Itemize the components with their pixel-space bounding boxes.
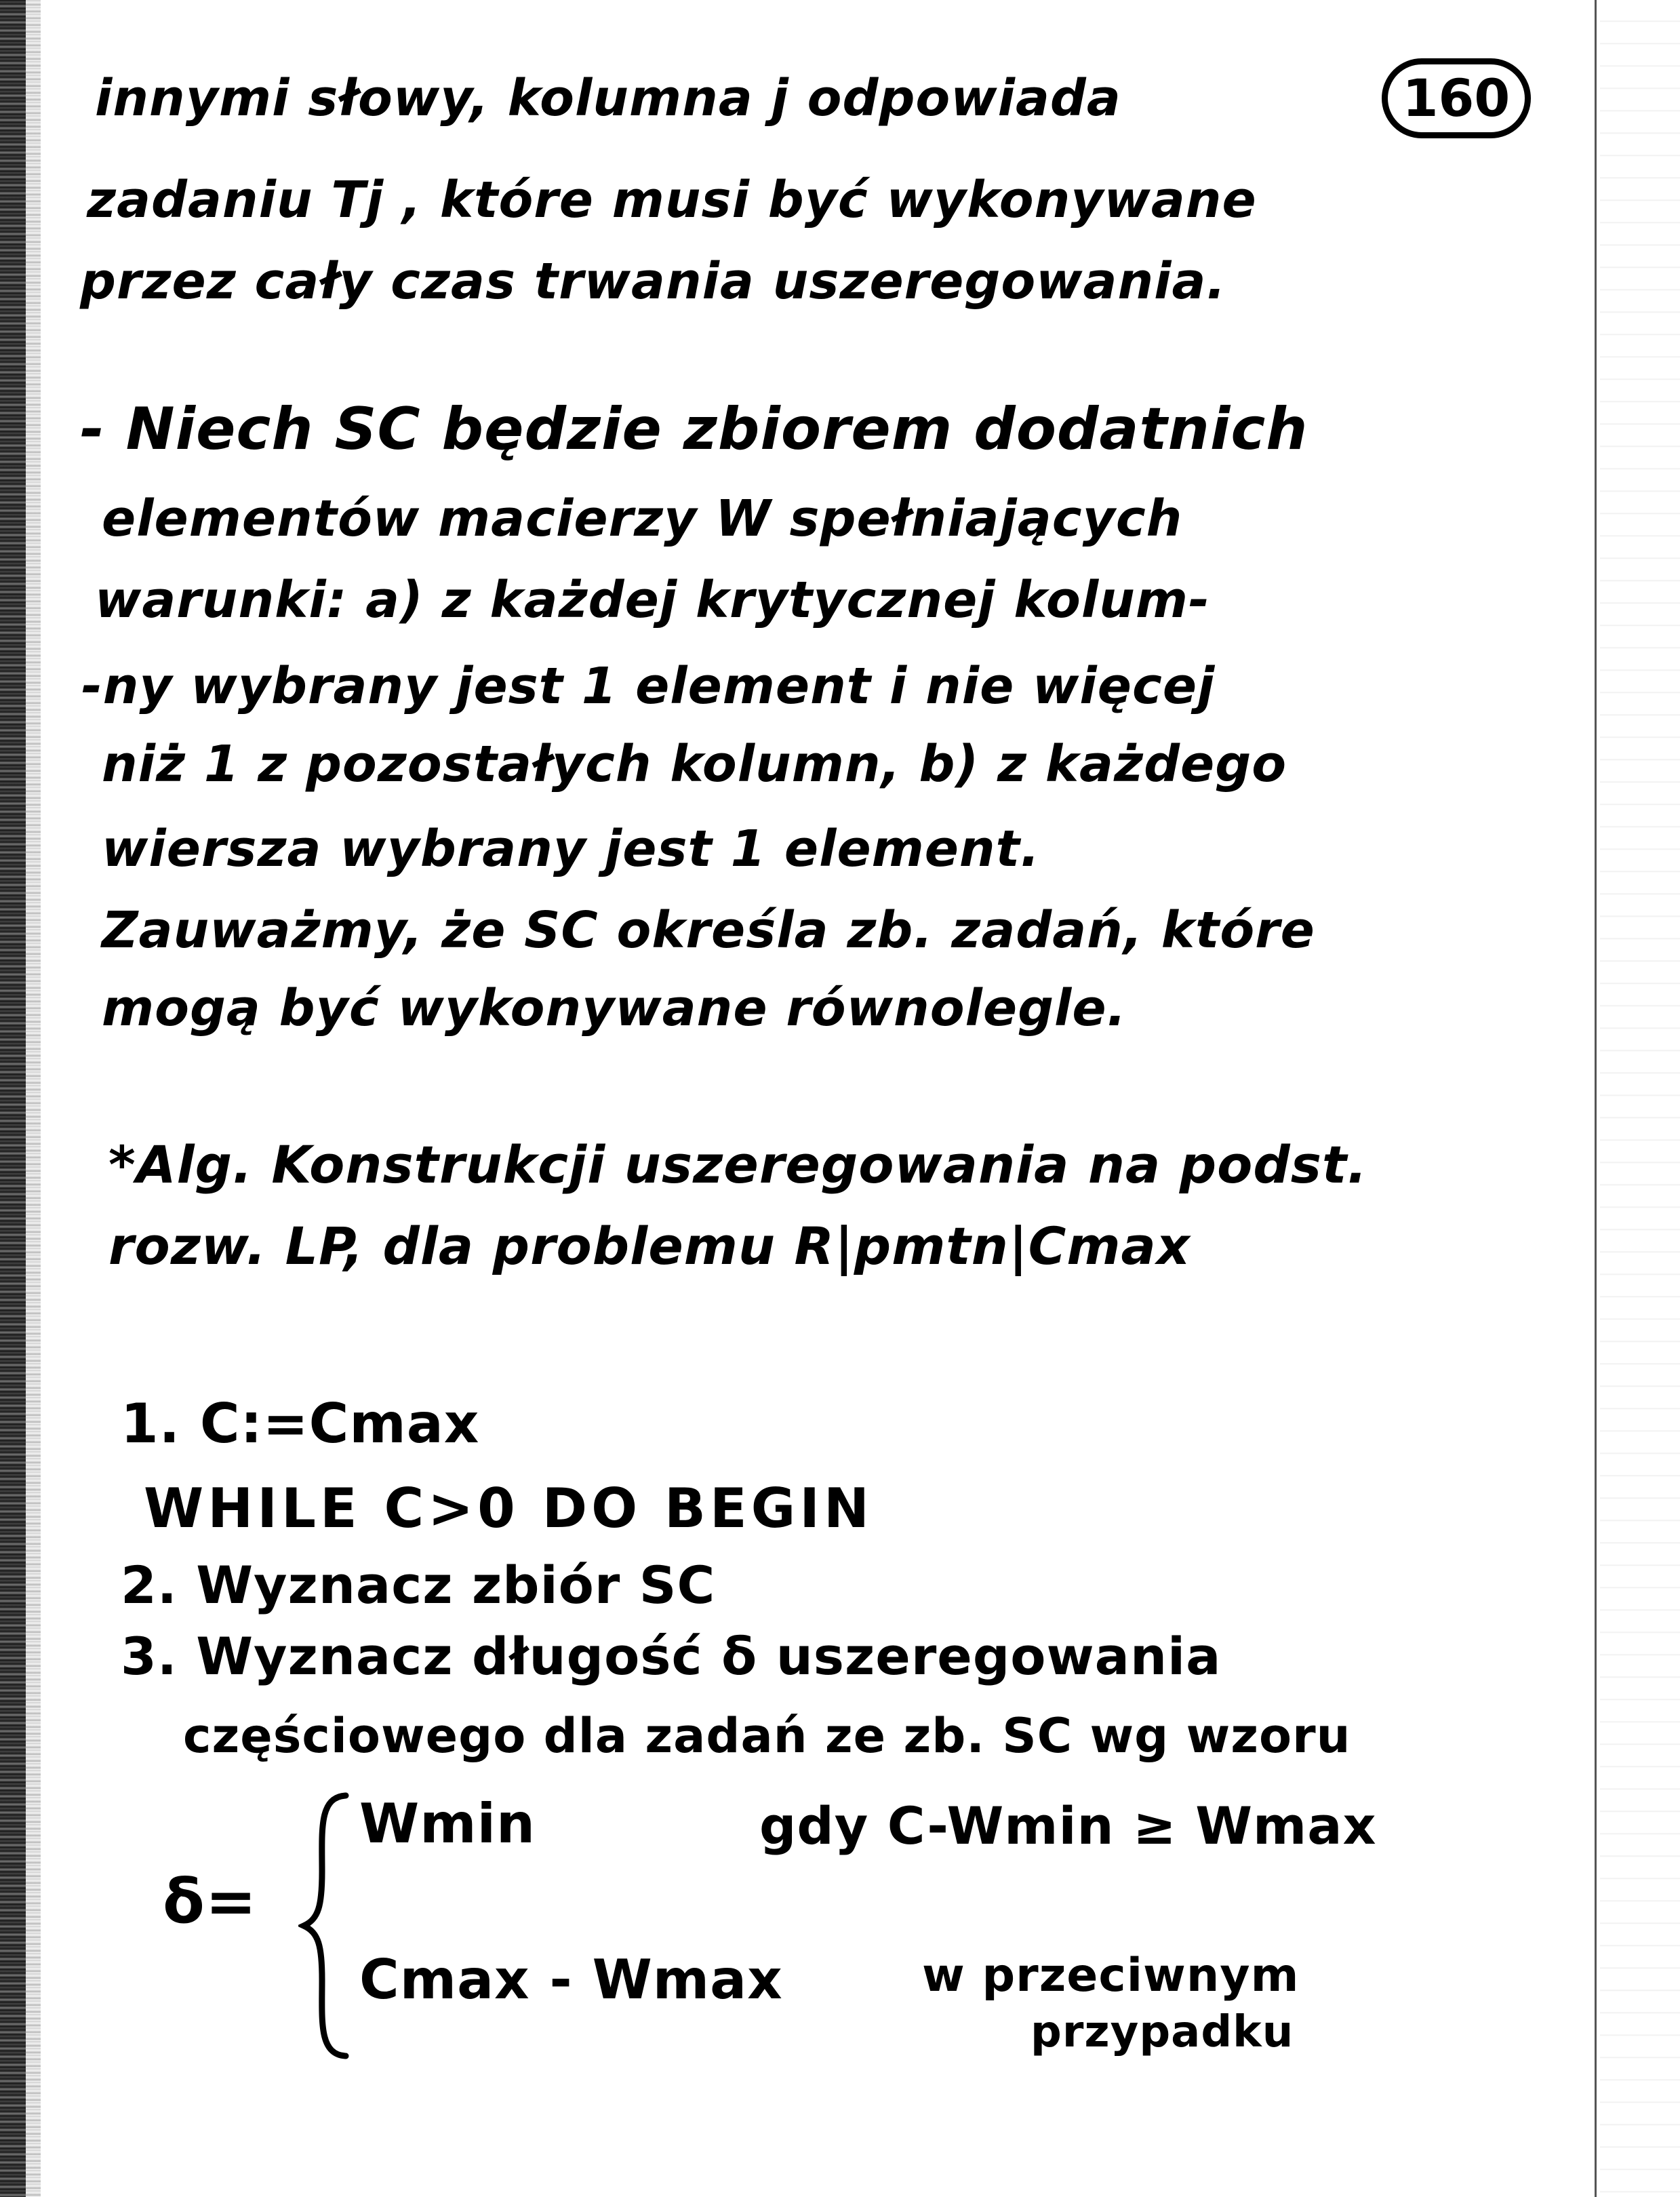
paragraph2-line-6: wiersza wybrany jest 1 element.: [102, 820, 1041, 878]
paragraph2-line-7: Zauważmy, że SC określa zb. zadań, które: [102, 901, 1315, 959]
paragraph2-line-4: -ny wybrany jest 1 element i nie więcej: [81, 657, 1216, 715]
formula-case2-condition-2: przypadku: [1031, 2007, 1294, 2057]
margin-line: [1595, 0, 1597, 2197]
paragraph2-line-3: warunki: a) z każdej krytycznej kolum-: [95, 571, 1210, 629]
scan-right-margin: [1600, 0, 1680, 2197]
algorithm-step-1: 1. C:=Cmax: [121, 1392, 480, 1455]
scan-binding-edge: [0, 0, 26, 2197]
algorithm-step-3: 3. Wyznacz długość δ uszeregowania: [121, 1626, 1222, 1686]
page-number: 160: [1382, 58, 1531, 138]
formula-lhs: δ=: [163, 1866, 258, 1937]
algorithm-heading-line-1: *Alg. Konstrukcji uszeregowania na podst.: [108, 1134, 1368, 1195]
paragraph1-line-3: przez cały czas trwania uszeregowania.: [80, 252, 1226, 311]
formula-case2-value: Cmax - Wmax: [359, 1948, 783, 2011]
algorithm-heading-line-2: rozw. LP, dla problemu R|pmtn|Cmax: [108, 1216, 1191, 1276]
paragraph2-line-2: elementów macierzy W spełniających: [102, 490, 1183, 548]
paragraph1-line-2: zadaniu Tj , które musi być wykonywane: [87, 171, 1257, 229]
paragraph1-line-1: innymi słowy, kolumna j odpowiada: [95, 69, 1121, 127]
algorithm-step-3-cont: częściowego dla zadań ze zb. SC wg wzoru: [183, 1708, 1351, 1764]
algorithm-while: WHILE C>0 DO BEGIN: [144, 1477, 873, 1540]
paragraph2-line-5: niż 1 z pozostałych kolumn, b) z każdego: [102, 735, 1287, 793]
formula-case1-condition: gdy C-Wmin ≥ Wmax: [759, 1796, 1377, 1856]
formula-case1-value: Wmin: [359, 1792, 536, 1855]
formula-brace: [298, 1790, 353, 2061]
scan-binding-shadow: [26, 0, 41, 2197]
algorithm-step-2: 2. Wyznacz zbiór SC: [121, 1555, 716, 1615]
paragraph2-line-8: mogą być wykonywane równolegle.: [102, 979, 1127, 1037]
formula-case2-condition-1: w przeciwnym: [922, 1949, 1300, 2002]
paragraph2-line-1: - Niech SC będzie zbiorem dodatnich: [80, 395, 1308, 463]
